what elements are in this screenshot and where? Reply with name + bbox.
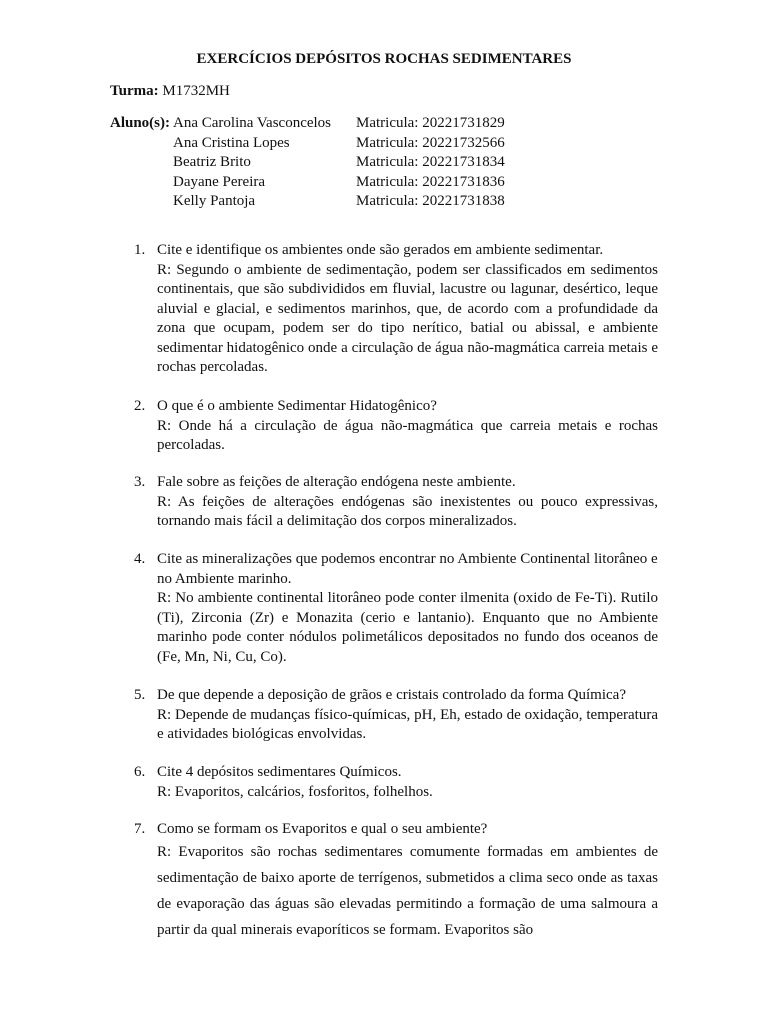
question-number: 6.: [134, 764, 146, 780]
student-name: Ana Carolina Vasconcelos: [173, 115, 332, 131]
student-name: Dayane Pereira: [173, 173, 266, 190]
student-matricula: Matricula: 20221731834: [356, 154, 505, 170]
answer-text: R: Evaporitos, calcários, fosforitos, folhelhos.: [157, 783, 433, 800]
question-text: Fale sobre as feições de alteração endógena neste ambiente.: [157, 474, 516, 490]
student-matricula: Matricula: 20221731829: [356, 115, 505, 131]
question-item-3: [110, 473, 658, 532]
answer-text: R: Segundo o ambiente de sedimentação, podem ser classificados em sedimentos continentais, que são subdivididos em fluvial, lacustre ou lagunar, desértico, leque aluvial e glacial, e sedimentos marinhos, que, de acordo com a profundidade da zona que ocupam, podem ser do tipo nerítico, batial ou abissal, e ambiente sedimentar hidatogênico onde a circulação de água não-magmática carreia metais e rochas percoladas.: [157, 261, 658, 375]
answer-text: R: Depende de mudanças físico-químicas, pH, Eh, estado de oxidação, temperatura e atividades biológicas envolvidas.: [157, 706, 658, 742]
question-item-2: [110, 397, 658, 456]
answer-text: R: As feições de alterações endógenas são inexistentes ou pouco expressivas, tornando mais fácil a delimitação dos corpos mineralizados.: [157, 493, 658, 529]
turma-label: Turma:: [110, 83, 159, 99]
student-name: Ana Cristina Lopes: [173, 134, 290, 151]
question-text: Como se formam os Evaporitos e qual o seu ambiente?: [157, 821, 488, 837]
student-matricula: Matricula: 20221731838: [356, 193, 505, 209]
question-item-6: [110, 763, 658, 802]
question-text: Cite as mineralizações que podemos encontrar no Ambiente Continental litorâneo e no Ambiente marinho.: [157, 551, 658, 587]
document-title: EXERCÍCIOS DEPÓSITOS ROCHAS SEDIMENTARES: [196, 51, 572, 67]
question-item-1: [110, 241, 658, 378]
student-matricula: Matricula: 20221732566: [356, 134, 505, 151]
turma-line: [110, 83, 230, 100]
alunos-label: Aluno(s):: [110, 115, 171, 131]
question-number: 3.: [134, 474, 146, 490]
question-item-7: [110, 820, 658, 943]
answer-text: R: Evaporitos são rochas sedimentares comumente formadas em ambientes de sedimentação de baixo aporte de terrígenos, submetidos a clima seco onde as taxas de evaporação das águas são elevadas permitindo a formação de uma salmoura a partir da qual minerais evaporíticos se formam. Evaporitos são: [157, 843, 658, 938]
question-item-5: [110, 686, 658, 745]
question-number: 1.: [134, 242, 146, 258]
turma-value: M1732MH: [162, 83, 230, 99]
answer-text: R: No ambiente continental litorâneo pode conter ilmenita (oxido de Fe-Ti). Rutilo (Ti), Zirconia (Zr) e Monazita (cerio e lantanio). Enquanto que no Ambiente marinho pode conter nódulos polimetálicos depositados no fundo dos oceanos de (Fe, Mn, Ni, Cu, Co).: [157, 590, 658, 665]
student-matricula: Matricula: 20221731836: [356, 173, 505, 190]
answer-text: R: Onde há a circulação de água não-magmática que carreia metais e rochas percoladas.: [157, 417, 658, 453]
question-text: De que depende a deposição de grãos e cristais controlado da forma Química?: [157, 687, 626, 703]
student-name: Kelly Pantoja: [173, 193, 256, 209]
question-number: 2.: [134, 398, 146, 414]
question-text: Cite e identifique os ambientes onde são gerados em ambiente sedimentar.: [157, 242, 604, 258]
question-text: O que é o ambiente Sedimentar Hidatogênico?: [157, 398, 437, 414]
question-number: 4.: [134, 551, 146, 567]
student-name: Beatriz Brito: [173, 154, 251, 170]
question-item-4: [110, 550, 658, 667]
question-text: Cite 4 depósitos sedimentares Químicos.: [157, 764, 402, 780]
question-number: 7.: [134, 821, 146, 837]
question-number: 5.: [134, 687, 146, 703]
